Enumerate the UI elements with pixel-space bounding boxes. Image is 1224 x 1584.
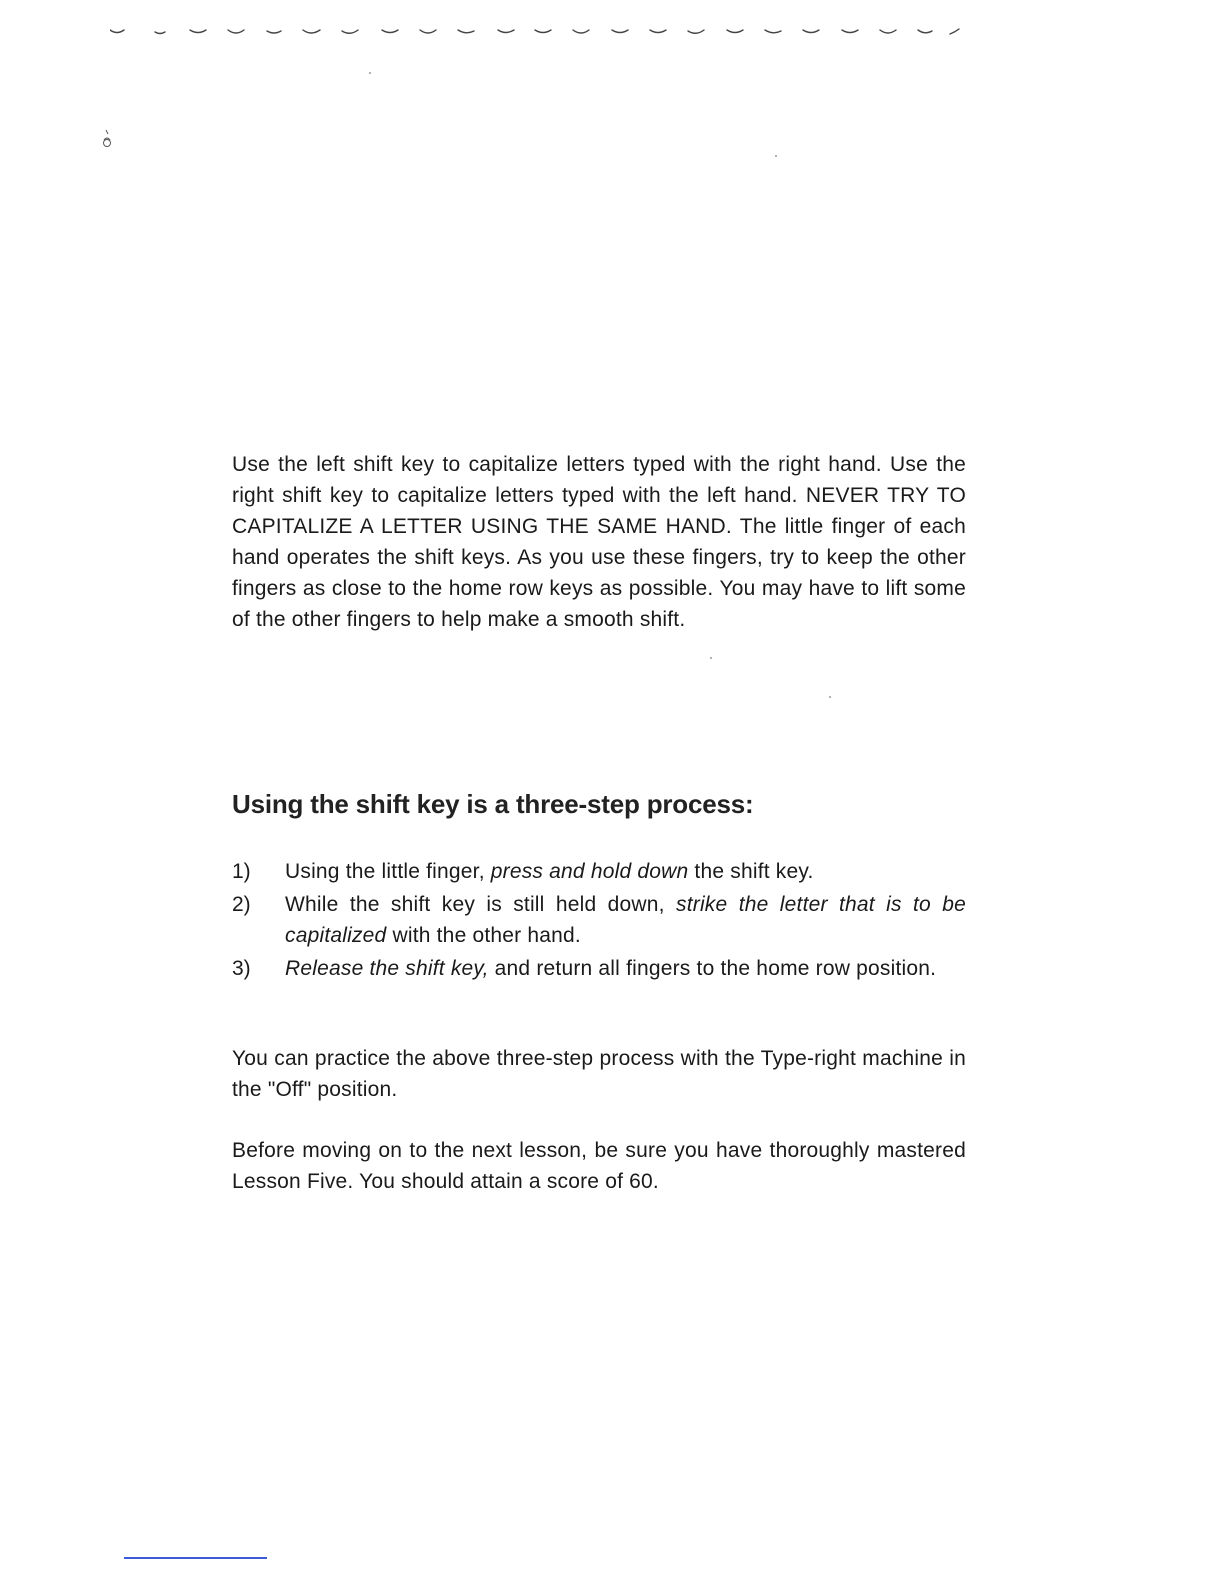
step-text	[285, 889, 966, 951]
step-emphasis: Release the shift key,	[285, 957, 489, 980]
step-number: 2)	[232, 893, 251, 916]
scan-speck	[829, 696, 831, 698]
steps-list	[232, 856, 966, 986]
section-heading: Using the shift key is a three-step process:	[232, 789, 754, 819]
scan-speck	[710, 657, 712, 659]
step-text-plain: Using the little finger,	[285, 860, 491, 883]
step-text-plain: the shift key.	[688, 860, 814, 883]
scan-speck	[369, 72, 371, 74]
list-item	[232, 856, 966, 887]
step-text-plain: with the other hand.	[386, 924, 581, 947]
step-text	[285, 856, 966, 887]
scan-mark-icon	[100, 128, 116, 150]
step-number: 1)	[232, 860, 251, 883]
step-emphasis: strike the letter that is to be capitalized	[285, 893, 966, 947]
step-text-plain: While the shift key is still held down,	[285, 893, 677, 916]
list-item	[232, 953, 966, 984]
footer-rule	[124, 1557, 267, 1559]
intro-paragraph: Use the left shift key to capitalize letters typed with the right hand. Use the right shift key to capitalize letters typed with the left hand. NEVER TRY TO CAPITALIZE A LETTER USING THE SAME HAND. The little finger of each hand operates the shift keys. As you use these fingers, try to keep the other fingers as close to the home row keys as possible. You may have to lift some of the other fingers to help make a smooth shift.	[232, 453, 966, 631]
closing-paragraph: Before moving on to the next lesson, be sure you have thoroughly mastered Lesson Five. You should attain a score of 60.	[232, 1139, 966, 1193]
step-number: 3)	[232, 957, 251, 980]
perforation-marks	[110, 26, 970, 40]
scan-speck	[775, 155, 777, 157]
step-emphasis: press and hold down	[490, 860, 689, 883]
list-item	[232, 889, 966, 951]
step-text-plain: and return all fingers to the home row position.	[488, 957, 937, 980]
practice-paragraph: You can practice the above three-step process with the Type-right machine in the "Off" position.	[232, 1047, 966, 1101]
step-text	[285, 953, 966, 984]
